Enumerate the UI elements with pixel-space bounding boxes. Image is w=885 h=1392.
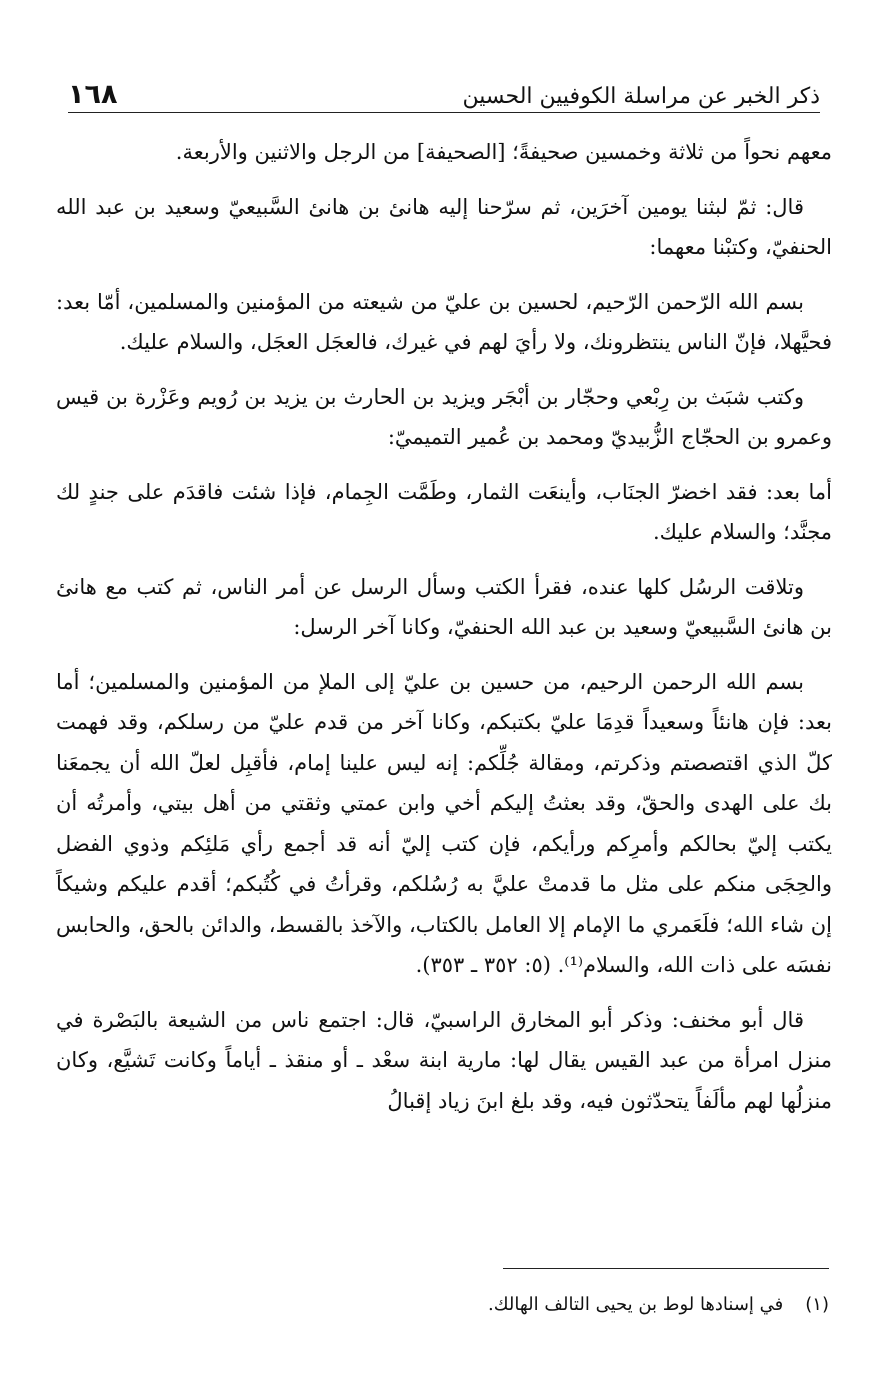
footnote-text: في إسنادها لوط بن يحيى التالف الهالك. (487, 1294, 784, 1315)
page-header (68, 68, 820, 113)
paragraph-8: قال أبو مخنف: وذكر أبو المخارق الراسبيّ، قال: اجتمع ناس من الشيعة بالبَصْرة في منزل امرأة من عبد القيس يقال لها: مارية ابنة سعْد ـ أو منقذ ـ أياماً وكانت تَشيَّع، وكان منزلُها لهم مألَفاً يتحدّثون فيه، وقد بلغ ابنَ زياد إقبالُ (56, 1007, 832, 1113)
paragraph-7: بسم الله الرحمن الرحيم، من حسين بن عليّ إلى الملإ من المؤمنين والمسلمين؛ أما بعد: فإن هانئاً وسعيداً قدِمَا عليّ بكتبكم، وكانا آخر من قدم عليّ من رسلكم، وقد فهمت كلّ الذي اقتصصتم وذكرتم، ومقالة جُلِّكم: إنه ليس علينا إمام، فأقبِل لعلّ الله أن يجمعَنا بك على الهدى والحقّ، وقد بعثتُ إليكم أخي وابن عمتي وثقتي من أهل بيتي، وأمرتُه أن يكتب إليّ بحالكم وأمرِكم ورأيكم، فإن كتب إليّ أنه قد أجمع رأي مَلئِكم وذوي الفضل والحِجَى منكم على مثل ما قدمتْ عليَّ به رُسُلكم، وقرأتُ في كُتُبكم؛ أقدم عليكم وشيكاً إن شاء الله؛ فلَعَمري ما الإمام إلا العامل بالكتاب، والآخذ بالقسط، والدائن بالحق، والحابس نفسَه على ذات الله، والسلام⁽¹⁾. (٥: ٣٥٢ ـ ٣٥٣). (56, 669, 832, 977)
paragraph-2: قال: ثمّ لبثنا يومين آخرَين، ثم سرّحنا إليه هانئ بن هانئ السَّبيعيّ وسعيد بن عبد الله الحنفيّ، وكتبْنا معهما: (56, 194, 832, 259)
footnote-mark: (١) (805, 1294, 829, 1315)
paragraph-1: معهم نحواً من ثلاثة وخمسين صحيفةً؛ [الصحيفة] من الرجل والاثنين والأربعة. (175, 140, 832, 164)
page-number: ١٦٨ (68, 79, 118, 110)
paragraph-4: وكتب شبَث بن رِبْعي وحجّار بن أبْجَر ويزيد بن الحارث بن يزيد بن رُويم وعَزْرة بن قيس وعمرو بن الحجّاج الزُّبيديّ ومحمد بن عُمير التميميّ: (56, 384, 832, 449)
footnote-divider (503, 1268, 829, 1269)
running-title: ذكر الخبر عن مراسلة الكوفيين الحسين (462, 84, 820, 109)
footnote (229, 1290, 829, 1320)
paragraph-3: بسم الله الرّحمن الرّحيم، لحسين بن عليّ من شيعته من المؤمنين والمسلمين، أمّا بعد: فحيَّهلا، فإنّ الناس ينتظرونك، ولا رأيَ لهم في غيرك، فالعجَل العجَل، والسلام عليك. (56, 289, 832, 354)
paragraph-5: أما بعد: فقد اخضرّ الجنَاب، وأينعَت الثمار، وطَمَّت الجِمام، فإذا شئت فاقدَم على جندٍ لك مجنَّد؛ والسلام عليك. (56, 479, 832, 544)
paragraph-6: وتلاقت الرسُل كلها عنده، فقرأ الكتب وسأل الرسل عن أمر الناس، ثم كتب مع هانئ بن هانئ السَّبيعيّ وسعيد بن عبد الله الحنفيّ، وكانا آخر الرسل: (56, 574, 832, 639)
main-text (56, 132, 832, 1135)
